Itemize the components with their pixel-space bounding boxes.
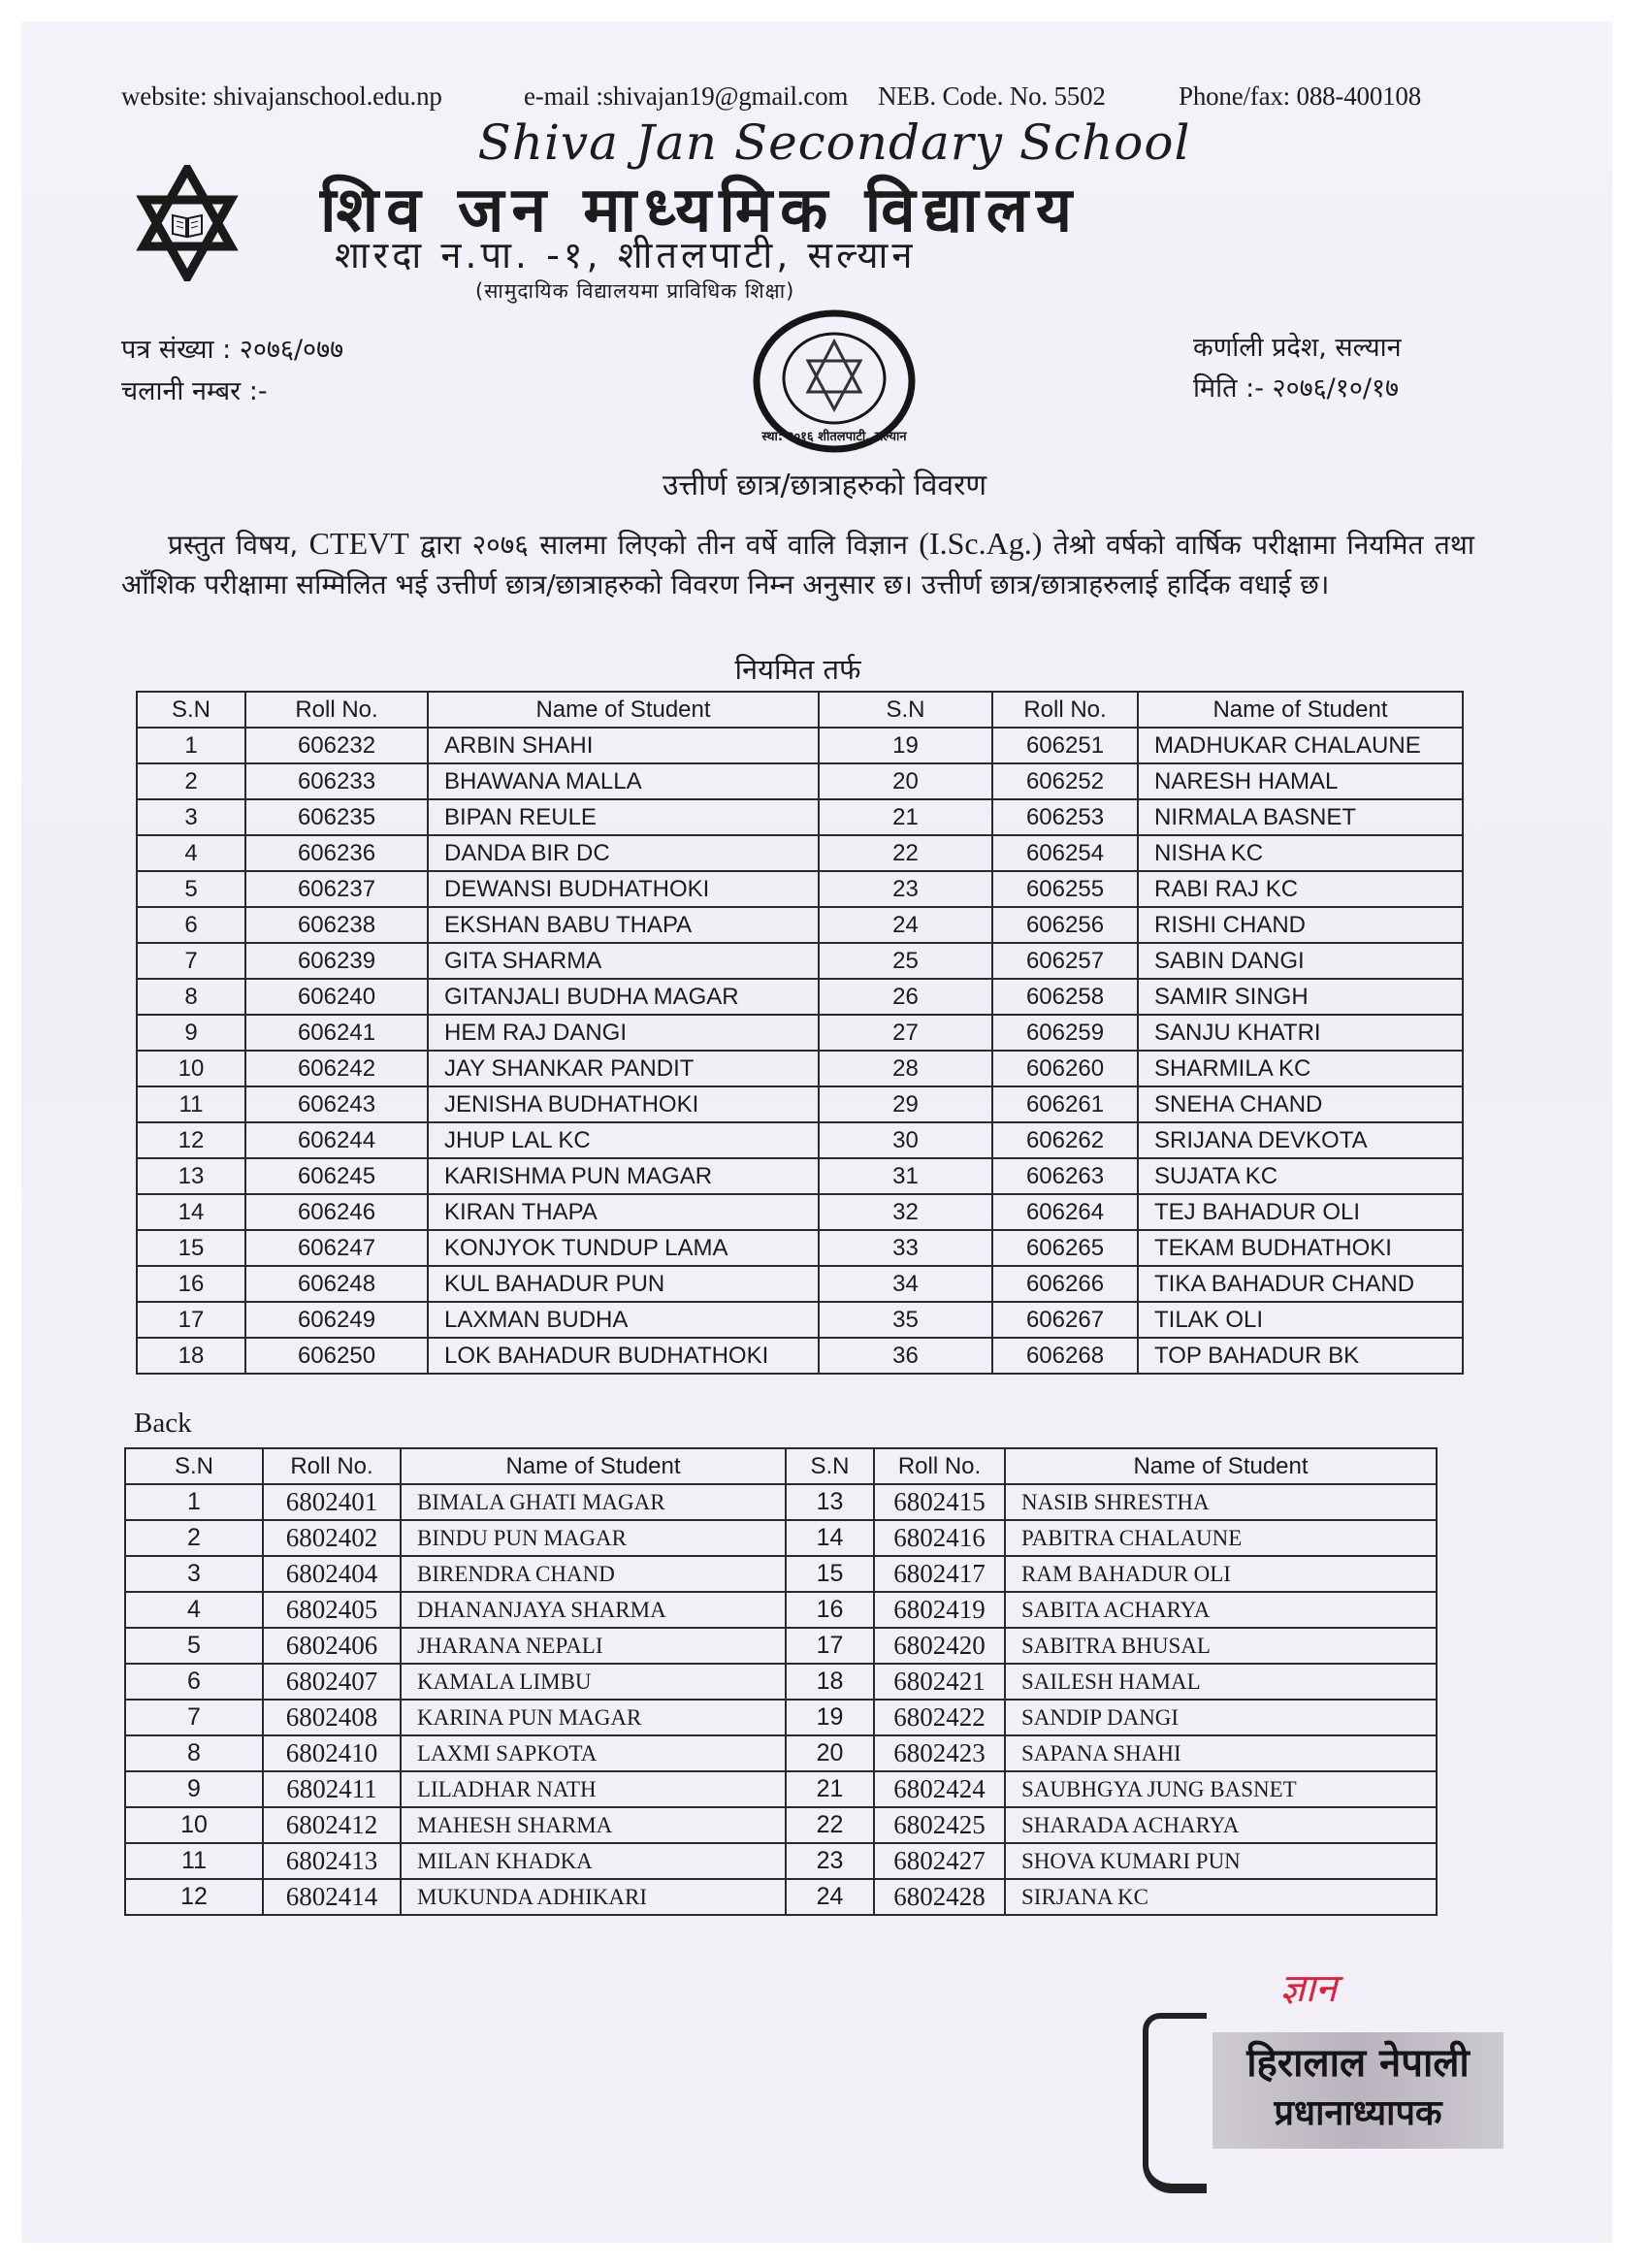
- serial-number-cell: 21: [786, 1771, 874, 1807]
- serial-number-cell: 12: [125, 1879, 263, 1915]
- student-name-cell: NISHA KC: [1138, 835, 1463, 871]
- roll-number-cell: 6802413: [263, 1843, 401, 1879]
- serial-number-cell: 26: [819, 979, 992, 1015]
- table-row: [137, 1086, 1463, 1122]
- student-name-cell: NASIB SHRESTHA: [1005, 1484, 1437, 1520]
- roll-number-cell: 6802410: [263, 1735, 401, 1771]
- table-row: [125, 1484, 1437, 1520]
- roll-number-cell: 6802402: [263, 1520, 401, 1556]
- roll-number-cell: 606247: [245, 1230, 428, 1266]
- student-name-cell: SAUBHGYA JUNG BASNET: [1005, 1771, 1437, 1807]
- roll-number-cell: 606251: [992, 728, 1138, 763]
- serial-number-cell: 13: [786, 1484, 874, 1520]
- serial-number-cell: 3: [125, 1556, 263, 1592]
- student-name-cell: TOP BAHADUR BK: [1138, 1338, 1463, 1374]
- student-name-cell: PABITRA CHALAUNE: [1005, 1520, 1437, 1556]
- serial-number-cell: 10: [125, 1807, 263, 1843]
- student-name-cell: SABITRA BHUSAL: [1005, 1628, 1437, 1664]
- table-row: [137, 979, 1463, 1015]
- roll-number-cell: 6802415: [874, 1484, 1005, 1520]
- student-name-cell: JHUP LAL KC: [428, 1122, 819, 1158]
- student-name-cell: TILAK OLI: [1138, 1302, 1463, 1338]
- serial-number-cell: 5: [125, 1628, 263, 1664]
- roll-number-cell: 606267: [992, 1302, 1138, 1338]
- serial-number-cell: 18: [137, 1338, 245, 1374]
- serial-number-cell: 15: [786, 1556, 874, 1592]
- student-name-cell: MILAN KHADKA: [401, 1843, 786, 1879]
- student-name-cell: SHARADA ACHARYA: [1005, 1807, 1437, 1843]
- roll-number-cell: 606257: [992, 943, 1138, 979]
- student-name-cell: MUKUNDA ADHIKARI: [401, 1879, 786, 1915]
- roll-number-cell: 6802428: [874, 1879, 1005, 1915]
- roll-number-cell: 6802427: [874, 1843, 1005, 1879]
- serial-number-cell: 27: [819, 1015, 992, 1051]
- roll-number-cell: 606235: [245, 799, 428, 835]
- student-name-cell: KARINA PUN MAGAR: [401, 1700, 786, 1735]
- student-name-cell: SHOVA KUMARI PUN: [1005, 1843, 1437, 1879]
- student-name-cell: KONJYOK TUNDUP LAMA: [428, 1230, 819, 1266]
- serial-number-cell: 20: [819, 763, 992, 799]
- student-name-cell: LOK BAHADUR BUDHATHOKI: [428, 1338, 819, 1374]
- school-name-nepali: शिव जन माध्यमिक विद्यालय: [320, 175, 1081, 246]
- serial-number-cell: 34: [819, 1266, 992, 1302]
- table-row: [125, 1700, 1437, 1735]
- serial-number-cell: 2: [125, 1520, 263, 1556]
- roll-number-cell: 606263: [992, 1158, 1138, 1194]
- serial-number-cell: 22: [786, 1807, 874, 1843]
- roll-number-cell: 606265: [992, 1230, 1138, 1266]
- table-row: [137, 1158, 1463, 1194]
- student-name-cell: SABITA ACHARYA: [1005, 1592, 1437, 1628]
- serial-number-cell: 9: [125, 1771, 263, 1807]
- roll-number-cell: 6802422: [874, 1700, 1005, 1735]
- roll-number-cell: 6802411: [263, 1771, 401, 1807]
- roll-number-cell: 606252: [992, 763, 1138, 799]
- body-text-2: द्वारा २०७६ सालमा लिएको तीन वर्षे वालि विज्ञान: [408, 529, 920, 561]
- student-name-cell: DEWANSI BUDHATHOKI: [428, 871, 819, 907]
- stamp-title: प्रधानाध्यापक: [1274, 2093, 1442, 2133]
- table-header-row: [137, 692, 1463, 728]
- neb-code-text: NEB. Code. No. 5502: [878, 81, 1106, 111]
- roll-number-cell: 606246: [245, 1194, 428, 1230]
- student-name-cell: NARESH HAMAL: [1138, 763, 1463, 799]
- student-name-cell: KUL BAHADUR PUN: [428, 1266, 819, 1302]
- table-row: [137, 943, 1463, 979]
- serial-number-cell: 1: [125, 1484, 263, 1520]
- roll-number-cell: 6802425: [874, 1807, 1005, 1843]
- roll-number-cell: 606232: [245, 728, 428, 763]
- serial-number-cell: 12: [137, 1122, 245, 1158]
- table-row: [125, 1628, 1437, 1664]
- roll-number-cell: 6802414: [263, 1879, 401, 1915]
- serial-number-cell: 17: [786, 1628, 874, 1664]
- serial-number-cell: 16: [786, 1592, 874, 1628]
- table-row: [137, 835, 1463, 871]
- serial-number-cell: 24: [786, 1879, 874, 1915]
- roll-number-cell: 606255: [992, 871, 1138, 907]
- table-row: [137, 1338, 1463, 1374]
- serial-number-cell: 23: [786, 1843, 874, 1879]
- student-name-cell: SANJU KHATRI: [1138, 1015, 1463, 1051]
- website-text: website: shivajanschool.edu.np: [121, 81, 442, 111]
- roll-number-cell: 6802401: [263, 1484, 401, 1520]
- serial-number-cell: 19: [819, 728, 992, 763]
- table-row: [125, 1556, 1437, 1592]
- table-row: [137, 728, 1463, 763]
- roll-number-cell: 6802406: [263, 1628, 401, 1664]
- table-row: [125, 1843, 1437, 1879]
- roll-number-cell: 606248: [245, 1266, 428, 1302]
- roll-number-cell: 606254: [992, 835, 1138, 871]
- student-name-cell: JAY SHANKAR PANDIT: [428, 1051, 819, 1086]
- roll-number-cell: 6802421: [874, 1664, 1005, 1700]
- serial-number-cell: 13: [137, 1158, 245, 1194]
- body-text-3: तेश्रो वर्षको वार्षिक परीक्षामा नियमित तथा आँशिक परीक्षामा सम्मिलित भई उत्तीर्ण छात्र/छात्राहरुको विवरण निम्न अनुसार छ। उत्तीर्ण छात्र/छात्राहरुलाई हार्दिक वधाई छ।: [121, 529, 1474, 600]
- roll-number-cell: 606256: [992, 907, 1138, 943]
- roll-number-cell: 6802408: [263, 1700, 401, 1735]
- table-row: [137, 1230, 1463, 1266]
- roll-number-cell: 6802424: [874, 1771, 1005, 1807]
- serial-number-cell: 18: [786, 1664, 874, 1700]
- roll-number-cell: 606238: [245, 907, 428, 943]
- student-name-cell: DHANANJAYA SHARMA: [401, 1592, 786, 1628]
- roll-number-cell: 606250: [245, 1338, 428, 1374]
- student-name-cell: JENISHA BUDHATHOKI: [428, 1086, 819, 1122]
- roll-number-cell: 606264: [992, 1194, 1138, 1230]
- student-name-cell: SRIJANA DEVKOTA: [1138, 1122, 1463, 1158]
- roll-number-cell: 6802423: [874, 1735, 1005, 1771]
- column-header-name: Name of Student: [1005, 1448, 1437, 1484]
- serial-number-cell: 19: [786, 1700, 874, 1735]
- table-row: [125, 1735, 1437, 1771]
- roll-number-cell: 606268: [992, 1338, 1138, 1374]
- table-row: [137, 1015, 1463, 1051]
- student-name-cell: MAHESH SHARMA: [401, 1807, 786, 1843]
- serial-number-cell: 7: [137, 943, 245, 979]
- roll-number-cell: 606249: [245, 1302, 428, 1338]
- stamp-bracket: [1143, 2013, 1207, 2193]
- student-name-cell: RISHI CHAND: [1138, 907, 1463, 943]
- serial-number-cell: 10: [137, 1051, 245, 1086]
- student-name-cell: SIRJANA KC: [1005, 1879, 1437, 1915]
- student-name-cell: MADHUKAR CHALAUNE: [1138, 728, 1463, 763]
- roll-number-cell: 606262: [992, 1122, 1138, 1158]
- roll-number-cell: 606258: [992, 979, 1138, 1015]
- column-header-name: Name of Student: [1138, 692, 1463, 728]
- serial-number-cell: 36: [819, 1338, 992, 1374]
- school-seal-stamp: [752, 308, 917, 454]
- back-section-label: Back: [134, 1408, 192, 1439]
- student-name-cell: LAXMI SAPKOTA: [401, 1735, 786, 1771]
- student-name-cell: GITANJALI BUDHA MAGAR: [428, 979, 819, 1015]
- serial-number-cell: 32: [819, 1194, 992, 1230]
- student-name-cell: SUJATA KC: [1138, 1158, 1463, 1194]
- roll-number-cell: 606233: [245, 763, 428, 799]
- serial-number-cell: 21: [819, 799, 992, 835]
- body-paragraph: [121, 524, 1474, 604]
- roll-number-cell: 6802420: [874, 1628, 1005, 1664]
- body-isc-ag: (I.Sc.Ag.): [919, 526, 1043, 561]
- table-row: [125, 1807, 1437, 1843]
- roll-number-cell: 606259: [992, 1015, 1138, 1051]
- table-row: [137, 1194, 1463, 1230]
- student-name-cell: RABI RAJ KC: [1138, 871, 1463, 907]
- roll-number-cell: 606261: [992, 1086, 1138, 1122]
- student-name-cell: SNEHA CHAND: [1138, 1086, 1463, 1122]
- student-name-cell: RAM BAHADUR OLI: [1005, 1556, 1437, 1592]
- student-name-cell: KARISHMA PUN MAGAR: [428, 1158, 819, 1194]
- serial-number-cell: 24: [819, 907, 992, 943]
- handwritten-signature: ज्ञान: [1280, 1966, 1338, 2011]
- roll-number-cell: 606236: [245, 835, 428, 871]
- roll-number-cell: 6802416: [874, 1520, 1005, 1556]
- serial-number-cell: 4: [137, 835, 245, 871]
- table-row: [125, 1592, 1437, 1628]
- student-name-cell: LAXMAN BUDHA: [428, 1302, 819, 1338]
- regular-results-table: [136, 691, 1464, 1375]
- roll-number-cell: 606260: [992, 1051, 1138, 1086]
- book-icon: [173, 215, 202, 237]
- serial-number-cell: 15: [137, 1230, 245, 1266]
- student-name-cell: SHARMILA KC: [1138, 1051, 1463, 1086]
- student-name-cell: BIMALA GHATI MAGAR: [401, 1484, 786, 1520]
- serial-number-cell: 14: [137, 1194, 245, 1230]
- column-header-roll: Roll No.: [874, 1448, 1005, 1484]
- serial-number-cell: 9: [137, 1015, 245, 1051]
- table-row: [137, 763, 1463, 799]
- serial-number-cell: 28: [819, 1051, 992, 1086]
- subject-heading: उत्तीर्ण छात्र/छात्राहरुको विवरण: [662, 469, 987, 502]
- serial-number-cell: 30: [819, 1122, 992, 1158]
- serial-number-cell: 23: [819, 871, 992, 907]
- table-row: [125, 1664, 1437, 1700]
- roll-number-cell: 6802405: [263, 1592, 401, 1628]
- student-name-cell: JHARANA NEPALI: [401, 1628, 786, 1664]
- serial-number-cell: 7: [125, 1700, 263, 1735]
- serial-number-cell: 1: [137, 728, 245, 763]
- stamp-name: हिरालाल नेपाली: [1246, 2041, 1470, 2086]
- roll-number-cell: 6802404: [263, 1556, 401, 1592]
- school-tagline: (सामुदायिक विद्यालयमा प्राविधिक शिक्षा): [475, 279, 795, 303]
- column-header-roll: Roll No.: [245, 692, 428, 728]
- student-name-cell: TEKAM BUDHATHOKI: [1138, 1230, 1463, 1266]
- table-header-row: [125, 1448, 1437, 1484]
- serial-number-cell: 4: [125, 1592, 263, 1628]
- student-name-cell: LILADHAR NATH: [401, 1771, 786, 1807]
- serial-number-cell: 29: [819, 1086, 992, 1122]
- back-results-table: [124, 1447, 1438, 1916]
- roll-number-cell: 606245: [245, 1158, 428, 1194]
- roll-number-cell: 606242: [245, 1051, 428, 1086]
- serial-number-cell: 6: [125, 1664, 263, 1700]
- student-name-cell: KIRAN THAPA: [428, 1194, 819, 1230]
- table-row: [137, 907, 1463, 943]
- student-name-cell: HEM RAJ DANGI: [428, 1015, 819, 1051]
- school-name-english: Shiva Jan Secondary School: [477, 114, 1191, 171]
- roll-number-cell: 6802417: [874, 1556, 1005, 1592]
- roll-number-cell: 606244: [245, 1122, 428, 1158]
- serial-number-cell: 35: [819, 1302, 992, 1338]
- table-row: [137, 1051, 1463, 1086]
- student-name-cell: ARBIN SHAHI: [428, 728, 819, 763]
- body-ctevt: CTEVT: [308, 526, 409, 561]
- student-name-cell: KAMALA LIMBU: [401, 1664, 786, 1700]
- serial-number-cell: 11: [137, 1086, 245, 1122]
- serial-number-cell: 3: [137, 799, 245, 835]
- headmaster-stamp: [1212, 2032, 1504, 2149]
- column-header-sn: S.N: [786, 1448, 874, 1484]
- province-text: कर्णाली प्रदेश, सल्यान: [1193, 333, 1402, 363]
- table-row: [137, 1266, 1463, 1302]
- table-row: [137, 871, 1463, 907]
- column-header-sn: S.N: [819, 692, 992, 728]
- table-row: [137, 1302, 1463, 1338]
- student-name-cell: SAILESH HAMAL: [1005, 1664, 1437, 1700]
- student-name-cell: DANDA BIR DC: [428, 835, 819, 871]
- serial-number-cell: 25: [819, 943, 992, 979]
- student-name-cell: TIKA BAHADUR CHAND: [1138, 1266, 1463, 1302]
- roll-number-cell: 606241: [245, 1015, 428, 1051]
- roll-number-cell: 606239: [245, 943, 428, 979]
- table-row: [137, 1122, 1463, 1158]
- roll-number-cell: 6802412: [263, 1807, 401, 1843]
- serial-number-cell: 16: [137, 1266, 245, 1302]
- roll-number-cell: 6802407: [263, 1664, 401, 1700]
- student-name-cell: TEJ BAHADUR OLI: [1138, 1194, 1463, 1230]
- student-name-cell: GITA SHARMA: [428, 943, 819, 979]
- student-name-cell: BINDU PUN MAGAR: [401, 1520, 786, 1556]
- regular-section-label: नियमित तर्फ: [734, 653, 861, 686]
- serial-number-cell: 6: [137, 907, 245, 943]
- student-name-cell: BIRENDRA CHAND: [401, 1556, 786, 1592]
- table-row: [125, 1879, 1437, 1915]
- student-name-cell: SANDIP DANGI: [1005, 1700, 1437, 1735]
- roll-number-cell: 606237: [245, 871, 428, 907]
- column-header-name: Name of Student: [401, 1448, 786, 1484]
- table-row: [125, 1771, 1437, 1807]
- student-name-cell: SAPANA SHAHI: [1005, 1735, 1437, 1771]
- serial-number-cell: 33: [819, 1230, 992, 1266]
- serial-number-cell: 14: [786, 1520, 874, 1556]
- student-name-cell: BIPAN REULE: [428, 799, 819, 835]
- table-row: [137, 799, 1463, 835]
- column-header-name: Name of Student: [428, 692, 819, 728]
- star-with-book-icon: [134, 165, 241, 281]
- serial-number-cell: 5: [137, 871, 245, 907]
- school-address: शारदा न.पा. -१, शीतलपाटी, सल्यान: [335, 234, 917, 276]
- student-name-cell: EKSHAN BABU THAPA: [428, 907, 819, 943]
- serial-number-cell: 2: [137, 763, 245, 799]
- serial-number-cell: 17: [137, 1302, 245, 1338]
- dispatch-number: चलानी नम्बर :-: [121, 376, 268, 406]
- roll-number-cell: 606266: [992, 1266, 1138, 1302]
- column-header-sn: S.N: [137, 692, 245, 728]
- serial-number-cell: 8: [125, 1735, 263, 1771]
- serial-number-cell: 20: [786, 1735, 874, 1771]
- serial-number-cell: 8: [137, 979, 245, 1015]
- column-header-roll: Roll No.: [992, 692, 1138, 728]
- email-text: e-mail :shivajan19@gmail.com: [524, 81, 849, 111]
- roll-number-cell: 606243: [245, 1086, 428, 1122]
- seal-text: स्था: २०१६ शीतलपाटी, सल्यान: [761, 430, 907, 444]
- student-name-cell: SAMIR SINGH: [1138, 979, 1463, 1015]
- serial-number-cell: 22: [819, 835, 992, 871]
- roll-number-cell: 6802419: [874, 1592, 1005, 1628]
- serial-number-cell: 31: [819, 1158, 992, 1194]
- serial-number-cell: 11: [125, 1843, 263, 1879]
- table-row: [125, 1520, 1437, 1556]
- student-name-cell: SABIN DANGI: [1138, 943, 1463, 979]
- column-header-roll: Roll No.: [263, 1448, 401, 1484]
- phone-text: Phone/fax: 088-400108: [1179, 81, 1422, 111]
- letter-number: पत्र संख्या : २०७६/०७७: [121, 335, 344, 365]
- body-text-1: प्रस्तुत विषय,: [168, 529, 309, 561]
- column-header-sn: S.N: [125, 1448, 263, 1484]
- student-name-cell: BHAWANA MALLA: [428, 763, 819, 799]
- roll-number-cell: 606240: [245, 979, 428, 1015]
- letter-date: मिति :- २०७६/१०/१७: [1193, 373, 1400, 404]
- roll-number-cell: 606253: [992, 799, 1138, 835]
- student-name-cell: NIRMALA BASNET: [1138, 799, 1463, 835]
